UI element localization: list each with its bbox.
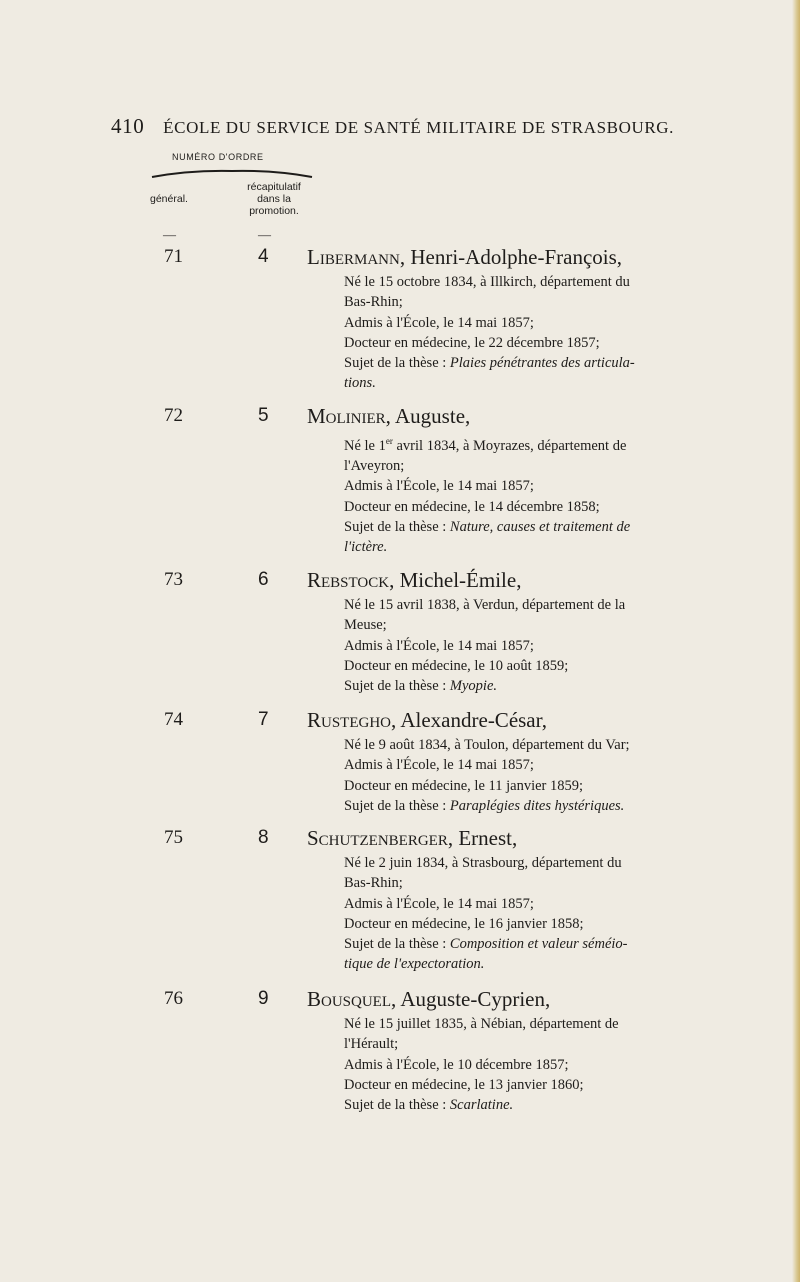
thesis-line xyxy=(344,1095,744,1115)
entry-name xyxy=(307,708,547,733)
thesis-title-cont: l'ictère. xyxy=(344,539,388,556)
given-names: Auguste, xyxy=(395,404,471,428)
surname: Rebstock, xyxy=(307,568,395,592)
birth-line-cont: Bas-Rhin; xyxy=(344,294,403,311)
birth-line: Né le 2 juin 1834, à Strasbourg, département du xyxy=(344,855,622,871)
surname: Molinier, xyxy=(307,404,391,428)
entry-details xyxy=(344,272,744,394)
birth-line-cont: l'Aveyron; xyxy=(344,458,405,475)
given-names: Alexandre-César, xyxy=(400,708,548,732)
thesis-line xyxy=(344,934,744,954)
admission-line: Admis à l'École, le 14 mai 1857; xyxy=(344,478,534,495)
birth-line: Né le 15 octobre 1834, à Illkirch, département du xyxy=(344,274,630,290)
doctorate-line: Docteur en médecine, le 22 décembre 1857; xyxy=(344,334,600,351)
promotion-number: 7 xyxy=(258,709,269,730)
general-number: 74 xyxy=(164,709,183,730)
thesis-label: Sujet de la thèse : xyxy=(344,355,450,372)
birth-line: Né le 15 avril 1838, à Verdun, département de la xyxy=(344,597,626,613)
promotion-number: 9 xyxy=(258,988,269,1009)
column-dash-general: — xyxy=(163,227,176,242)
doctorate-line: Docteur en médecine, le 10 août 1859; xyxy=(344,657,569,674)
thesis-title: Paraplégies dites hystériques. xyxy=(449,797,625,814)
birth-line-a: Né le 1 xyxy=(344,437,386,454)
column-header-general: général. xyxy=(150,193,188,205)
recap-label-2: dans la xyxy=(257,193,291,205)
thesis-line xyxy=(344,676,744,696)
doctorate-line: Docteur en médecine, le 13 janvier 1860; xyxy=(344,1076,584,1093)
admission-line: Admis à l'École, le 14 mai 1857; xyxy=(344,314,534,331)
given-names: Michel-Émile, xyxy=(399,568,522,592)
promotion-number: 5 xyxy=(258,405,269,426)
birth-line: Né le 15 juillet 1835, à Nébian, département de xyxy=(344,1016,619,1032)
entry-details xyxy=(344,431,744,558)
birth-line xyxy=(344,431,744,456)
general-number: 75 xyxy=(164,827,183,848)
doctorate-line: Docteur en médecine, le 16 janvier 1858; xyxy=(344,915,584,932)
recap-label-1: récapitulatif xyxy=(247,181,301,193)
admission-line: Admis à l'École, le 10 décembre 1857; xyxy=(344,1056,569,1073)
thesis-title: Composition et valeur séméio- xyxy=(449,936,628,953)
entry-name xyxy=(307,826,517,851)
given-names: Auguste-Cyprien, xyxy=(400,987,551,1011)
entry-details xyxy=(344,595,744,696)
general-number: 71 xyxy=(164,246,183,267)
thesis-title: Plaies pénétrantes des articula- xyxy=(449,355,635,372)
page-title: ÉCOLE DU SERVICE DE SANTÉ MILITAIRE DE STRASBOURG. xyxy=(163,118,674,137)
thesis-label: Sujet de la thèse : xyxy=(344,797,450,814)
thesis-label: Sujet de la thèse : xyxy=(344,519,450,536)
thesis-title-cont: tique de l'expectoration. xyxy=(344,956,485,973)
surname: Libermann, xyxy=(307,245,406,269)
admission-line: Admis à l'École, le 14 mai 1857; xyxy=(344,757,534,774)
general-number: 73 xyxy=(164,569,183,590)
surname: Schutzenberger, xyxy=(307,826,454,850)
thesis-title: Nature, causes et traitement de xyxy=(449,519,631,536)
thesis-title-cont: tions. xyxy=(344,375,376,392)
page-edge xyxy=(792,0,800,1282)
page-number: 410 xyxy=(111,114,145,138)
entry-name xyxy=(307,987,550,1012)
doctorate-line: Docteur en médecine, le 14 décembre 1858; xyxy=(344,498,600,515)
birth-line-cont: Bas-Rhin; xyxy=(344,875,403,892)
admission-line: Admis à l'École, le 14 mai 1857; xyxy=(344,637,534,654)
thesis-line xyxy=(344,796,744,816)
doctorate-line: Docteur en médecine, le 11 janvier 1859; xyxy=(344,777,584,794)
birth-line-b: avril 1834, à Moyrazes, département de xyxy=(392,437,627,454)
admission-line: Admis à l'École, le 14 mai 1857; xyxy=(344,895,534,912)
thesis-label: Sujet de la thèse : xyxy=(344,936,450,953)
thesis-title: Myopie. xyxy=(449,678,498,695)
thesis-title: Scarlatine. xyxy=(449,1097,514,1114)
promotion-number: 4 xyxy=(258,246,269,267)
promotion-number: 8 xyxy=(258,827,269,848)
birth-line-cont: l'Hérault; xyxy=(344,1036,399,1053)
ordinal-sup: er xyxy=(385,436,393,446)
surname: Bousquel, xyxy=(307,987,397,1011)
given-names: Henri-Adolphe-François, xyxy=(410,245,623,269)
birth-line-cont: Meuse; xyxy=(344,617,387,634)
column-dash-promotion: — xyxy=(258,227,271,242)
recap-label-3: promotion. xyxy=(249,205,299,217)
entry-details xyxy=(344,853,744,975)
general-number: 72 xyxy=(164,405,183,426)
column-header-recapitulatif xyxy=(234,181,314,217)
column-header-brace xyxy=(150,169,314,179)
column-header-numero: NUMÉRO D'ORDRE xyxy=(172,152,264,162)
entry-details xyxy=(344,1014,744,1115)
surname: Rustegho, xyxy=(307,708,397,732)
thesis-label: Sujet de la thèse : xyxy=(344,1097,450,1114)
general-number: 76 xyxy=(164,988,183,1009)
birth-line: Né le 9 août 1834, à Toulon, département du Var; xyxy=(344,737,630,753)
entry-name xyxy=(307,568,521,593)
entry-name xyxy=(307,245,622,270)
thesis-label: Sujet de la thèse : xyxy=(344,678,450,695)
entry-name xyxy=(307,404,470,429)
thesis-line xyxy=(344,517,744,537)
promotion-number: 6 xyxy=(258,569,269,590)
thesis-line xyxy=(344,353,744,373)
entry-details xyxy=(344,735,744,816)
given-names: Ernest, xyxy=(458,826,518,850)
running-head xyxy=(111,114,751,139)
